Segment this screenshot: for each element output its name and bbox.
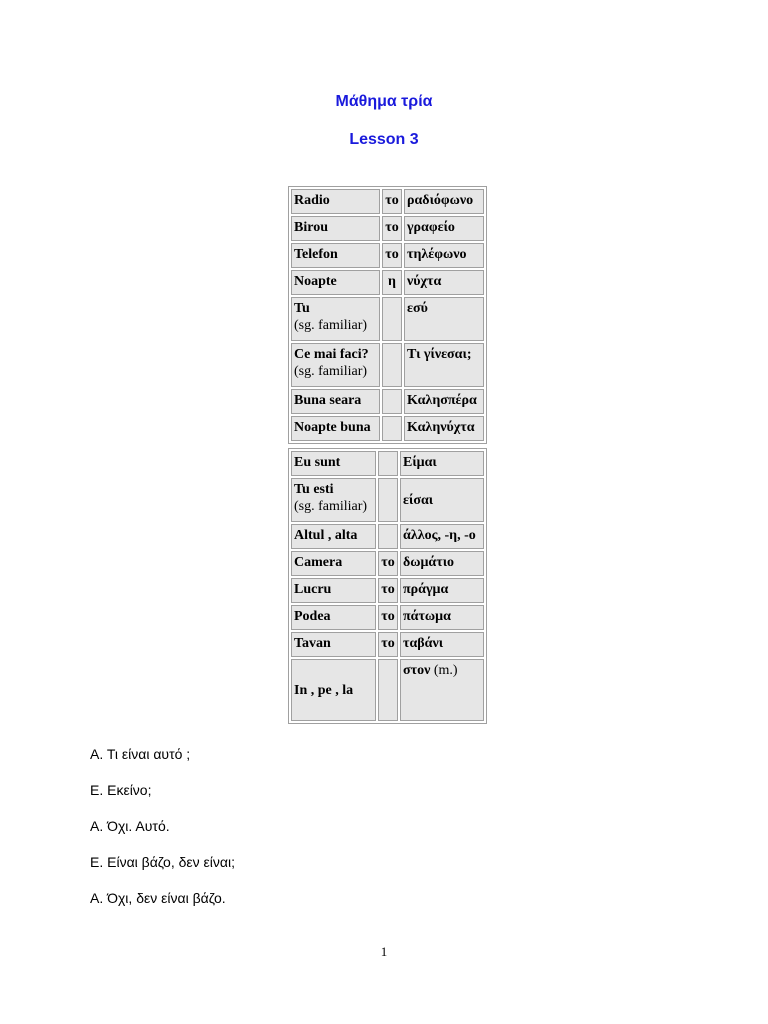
usage-note: (sg. familiar) <box>294 499 368 514</box>
table-row <box>291 343 484 387</box>
dialogue-line: Ε. Εκείνο; <box>90 782 152 798</box>
greek-article <box>378 524 398 549</box>
table-row <box>291 524 484 549</box>
greek-article <box>378 478 398 522</box>
greek-word: Είμαι <box>400 451 484 476</box>
greek-word-cell <box>400 659 484 721</box>
romanian-word: Eu sunt <box>291 451 376 476</box>
romanian-word: In , pe , la <box>291 659 376 721</box>
greek-article: η <box>382 270 402 295</box>
vocabulary-table-2 <box>288 448 487 724</box>
greek-article: το <box>378 578 398 603</box>
romanian-word: Buna seara <box>291 389 380 414</box>
table-row <box>291 551 484 576</box>
greek-article: το <box>378 605 398 630</box>
greek-word: πάτωμα <box>400 605 484 630</box>
dialogue-line: Ε. Είναι βάζο, δεν είναι; <box>90 854 235 870</box>
table-row <box>291 297 484 341</box>
romanian-word: Podea <box>291 605 376 630</box>
dialogue-line: Α. Όχι, δεν είναι βάζο. <box>90 890 226 906</box>
romanian-word-cell <box>291 297 380 341</box>
table-row <box>291 389 484 414</box>
greek-word: Καλησπέρα <box>404 389 484 414</box>
table-row <box>291 216 484 241</box>
romanian-word: Telefon <box>291 243 380 268</box>
table-row <box>291 632 484 657</box>
table-row <box>291 270 484 295</box>
table-row <box>291 243 484 268</box>
table-row <box>291 578 484 603</box>
greek-word: άλλος, -η, -ο <box>400 524 484 549</box>
table-row <box>291 416 484 441</box>
greek-article <box>382 389 402 414</box>
greek-word: είσαι <box>400 478 484 522</box>
greek-word: στον <box>403 663 431 678</box>
romanian-word-cell <box>291 343 380 387</box>
dialogue-line: Α. Τι είναι αυτό ; <box>90 746 191 762</box>
romanian-word: Birou <box>291 216 380 241</box>
greek-article: το <box>378 551 398 576</box>
table-row <box>291 478 484 522</box>
romanian-word: Camera <box>291 551 376 576</box>
usage-note: (sg. familiar) <box>294 318 368 333</box>
table-row <box>291 659 484 721</box>
romanian-word: Tu esti <box>294 482 334 497</box>
greek-article: το <box>382 189 402 214</box>
romanian-word: Lucru <box>291 578 376 603</box>
greek-word: γραφείο <box>404 216 484 241</box>
romanian-word: Altul , alta <box>291 524 376 549</box>
greek-article <box>382 297 402 341</box>
greek-word: νύχτα <box>404 270 484 295</box>
romanian-word: Noapte <box>291 270 380 295</box>
romanian-word: Noapte buna <box>291 416 380 441</box>
lesson-title-greek: Μάθημα τρία <box>335 93 433 110</box>
greek-word: ραδιόφωνο <box>404 189 484 214</box>
dialogue-line: Α. Όχι. Αυτό. <box>90 818 170 834</box>
vocabulary-table-1 <box>288 186 487 444</box>
lesson-title-english: Lesson 3 <box>349 131 419 148</box>
greek-article <box>378 659 398 721</box>
romanian-word: Ce mai faci? <box>294 347 369 362</box>
greek-article <box>378 451 398 476</box>
table-row <box>291 189 484 214</box>
greek-article <box>382 343 402 387</box>
greek-word: εσύ <box>404 297 484 341</box>
greek-word: δωμάτιο <box>400 551 484 576</box>
usage-note: (sg. familiar) <box>294 364 368 379</box>
greek-word: πράγμα <box>400 578 484 603</box>
greek-article: το <box>382 243 402 268</box>
table-row <box>291 605 484 630</box>
romanian-word: Tu <box>294 301 310 316</box>
page-number: 1 <box>380 944 388 959</box>
greek-word: ταβάνι <box>400 632 484 657</box>
grammar-note: (m.) <box>433 663 458 678</box>
table-row <box>291 451 484 476</box>
greek-word: Τι γίνεσαι; <box>404 343 484 387</box>
greek-article <box>382 416 402 441</box>
greek-word: Καληνύχτα <box>404 416 484 441</box>
greek-article: το <box>382 216 402 241</box>
romanian-word: Tavan <box>291 632 376 657</box>
romanian-word-cell <box>291 478 376 522</box>
greek-word: τηλέφωνο <box>404 243 484 268</box>
romanian-word: Radio <box>291 189 380 214</box>
greek-article: το <box>378 632 398 657</box>
